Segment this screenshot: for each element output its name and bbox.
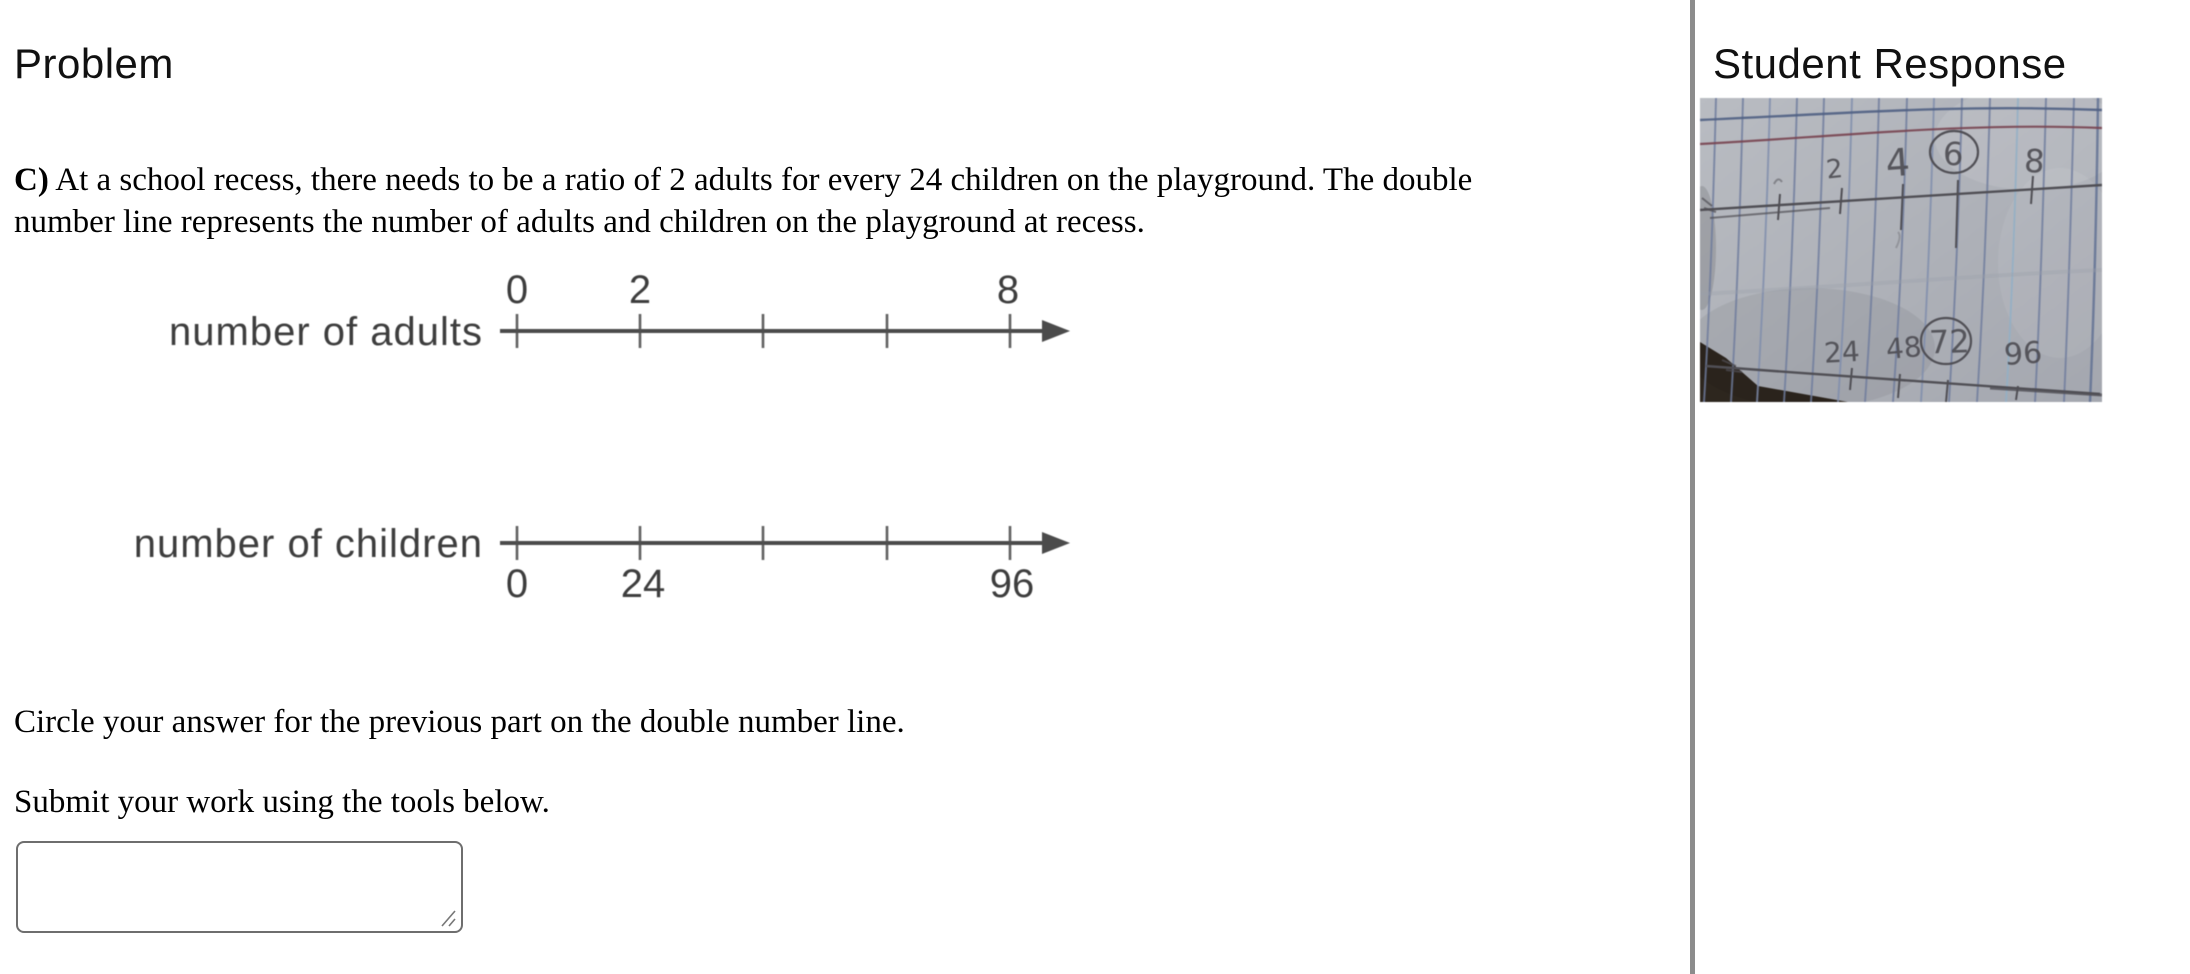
handwritten-number: 6 <box>1943 135 1964 173</box>
problem-part-label: C) <box>14 162 49 198</box>
children-number-line <box>134 522 1070 606</box>
children-tick-label-0: 0 <box>505 562 529 606</box>
children-tick-label-96: 96 <box>989 562 1035 606</box>
adults-tick-label-8: 8 <box>996 268 1020 312</box>
instruction-circle-answer: Circle your answer for the previous part on the double number line. <box>14 704 905 740</box>
answer-textarea[interactable] <box>16 841 463 933</box>
answer-box <box>16 841 463 933</box>
student-response-title: Student Response <box>1713 40 2067 88</box>
handwritten-number: 96 <box>2002 335 2044 373</box>
handwritten-number: 72 <box>1928 322 1971 362</box>
handwritten-number: 24 <box>1823 334 1861 370</box>
handwritten-number: 8 <box>2022 141 2046 181</box>
double-number-line-diagram <box>30 250 1130 630</box>
pane-divider <box>1690 0 1695 974</box>
children-arrowhead-icon <box>1042 532 1070 554</box>
instruction-submit-work: Submit your work using the tools below. <box>14 784 550 820</box>
adults-arrowhead-icon <box>1042 320 1070 342</box>
adults-number-line <box>169 268 1070 354</box>
handwritten-number: 48 <box>1884 330 1924 366</box>
student-work-photo <box>1700 98 2102 402</box>
problem-pane-title: Problem <box>14 40 174 88</box>
handwritten-number: 2 <box>1824 154 1845 186</box>
problem-statement-text: At a school recess, there needs to be a ratio of 2 adults for every 24 children on the playground. The double number line represents the number of adults and children on the playground at recess. <box>14 162 1473 240</box>
adults-tick-label-2: 2 <box>628 268 652 312</box>
children-line-label: number of children <box>133 522 483 566</box>
children-tick-label-24: 24 <box>620 562 666 606</box>
problem-statement <box>14 159 1559 243</box>
adults-line-label: number of adults <box>169 310 483 354</box>
adults-tick-label-0: 0 <box>505 268 529 312</box>
handwritten-number: 4 <box>1884 140 1912 186</box>
